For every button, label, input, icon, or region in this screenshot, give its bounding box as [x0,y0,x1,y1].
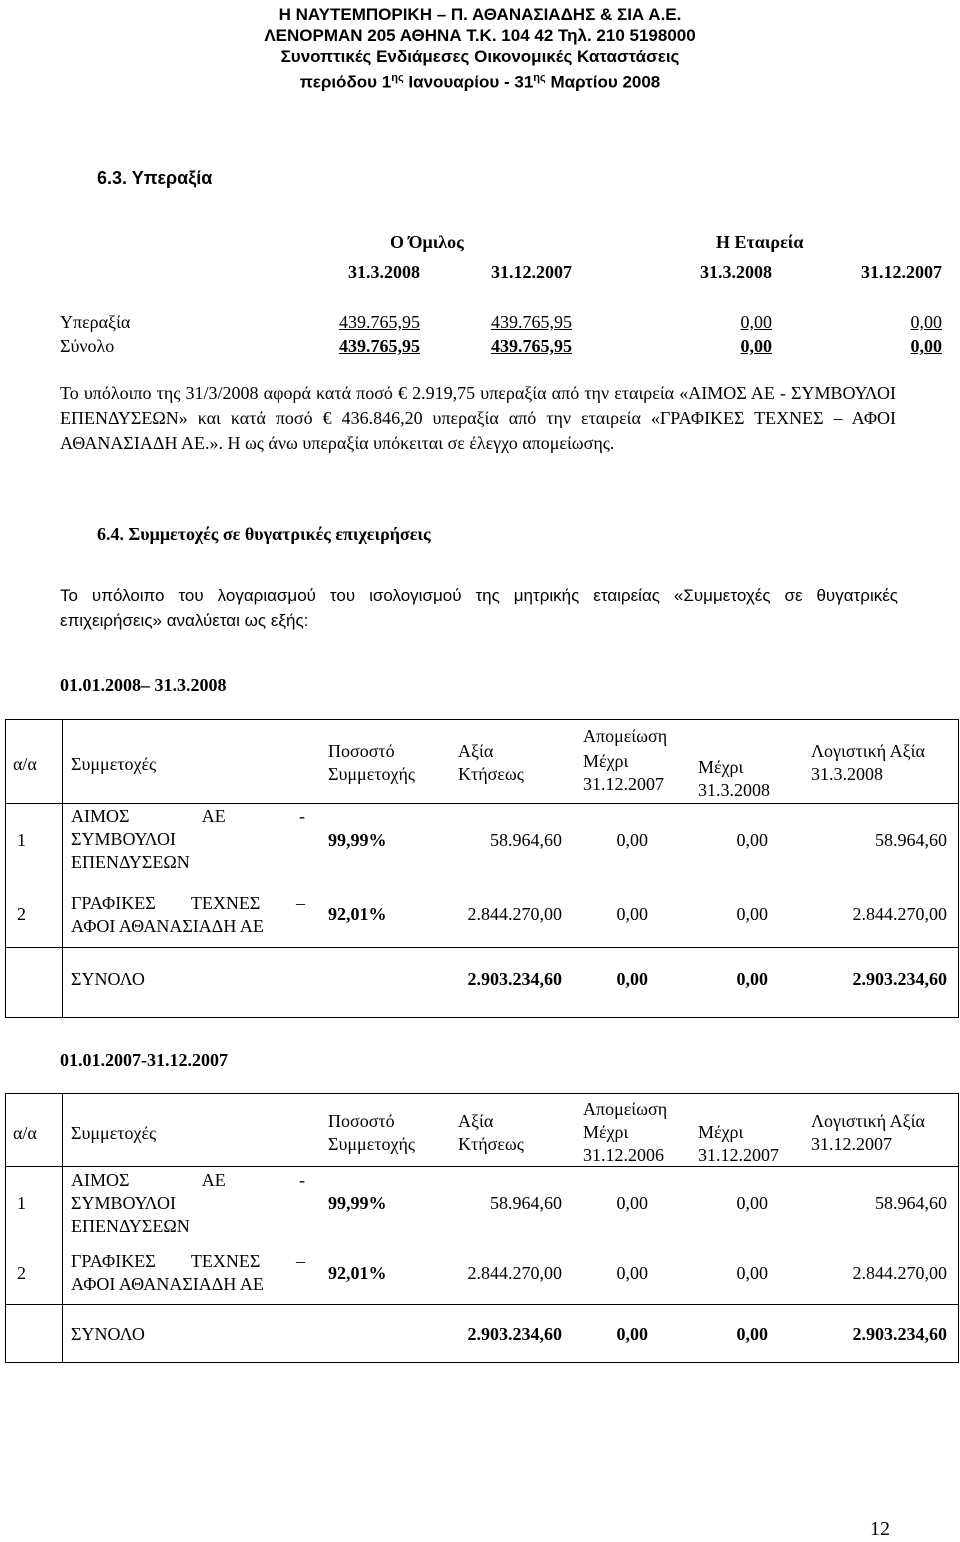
goodwill-total-label: Σύνολο [60,336,115,356]
goodwill-row-value: 439.765,95 [339,312,420,332]
company-label: Η Εταιρεία [716,232,804,252]
goodwill-date-col-4: 31.12.2007 [861,262,942,282]
goodwill-row-label: Υπεραξία [60,312,131,332]
page-number: 12 [870,1518,890,1540]
table1-header-book-value: Λογιστική Αξία [811,741,925,761]
table2-header-book-value-date: 31.12.2007 [811,1134,892,1154]
table1-header-participations: Συμμετοχές [71,754,157,774]
table-row-number: 2 [17,1263,26,1283]
table2-total-impairment: 0,00 [736,1324,768,1344]
section-title-subsidiaries: 6.4. Συμμετοχές σε θυγατρικές επιχειρήσεις [97,524,431,544]
table1-total-label: ΣΥΝΟΛΟ [71,969,145,989]
table-row-name: ΑΙΜΟΣ ΑΕ - [71,1170,305,1190]
table-row-impairment: 0,00 [736,904,768,924]
table-row-impairment: 0,00 [616,904,648,924]
goodwill-total-value: 439.765,95 [339,336,420,356]
table-row-impairment: 0,00 [616,830,648,850]
table-row-number: 1 [17,830,26,850]
goodwill-date-col-3: 31.3.2008 [700,262,772,282]
table2-header-cost: Αξία [458,1111,494,1131]
table-row-impairment: 0,00 [736,1263,768,1283]
table2-header-impairment-until-date: 31.12.2007 [698,1145,779,1165]
table1-header-percent: Ποσοστό [328,741,395,761]
goodwill-date-col-2: 31.12.2007 [491,262,572,282]
table-row-name: ΣΥΜΒΟΥΛΟΙ [71,829,176,849]
table1-header-percent: Συμμετοχής [328,764,416,784]
table-row-name: ΕΠΕΝΔΥΣΕΩΝ [71,852,190,872]
table-row-book-value: 2.844.270,00 [852,904,947,924]
table2-total-cost: 2.903.234,60 [467,1324,562,1344]
header-period: περιόδου $1^{\eta\varsigma}$ Ιανουαρίου - $31^{\eta\varsigma}$ Μαρτίου 2008 [299,72,661,92]
table1-period: 01.01.2008– 31.3.2008 [60,675,227,695]
table-row-cost: 2.844.270,00 [467,1263,562,1283]
table1-total-impairment: 0,00 [736,969,768,989]
table2-header-cost: Κτήσεως [458,1134,524,1154]
table-row-percent: 99,99% [328,1193,387,1213]
table-row-number: 2 [17,904,26,924]
table2-grid [5,1093,959,1363]
table-row-name: ΑΦΟΙ ΑΘΑΝΑΣΙΑΔΗ ΑΕ [71,1274,264,1294]
goodwill-paragraph: Το υπόλοιπο της 31/3/2008 αφορά κατά ποσό € 2.919,75 υπεραξία από την εταιρεία «ΑΙΜΟΣ ΑΕ - ΣΥΜΒΟΥΛΟΙ ΕΠΕΝΔΥΣΕΩΝ» και κατά ποσό € 436.846,20 υπεραξία από την εταιρεία «ΓΡΑΦΙΚΕΣ ΤΕΧΝΕΣ – ΑΦΟΙ ΑΘΑΝΑΣΙΑΔΗ ΑΕ.». Η ως άνω υπεραξία υπόκειται σε έλεγχο απομείωσης. [60,383,896,453]
table1-header-aa: α/α [13,754,37,774]
table-row-name: ΕΠΕΝΔΥΣΕΩΝ [71,1216,190,1236]
goodwill-total-value: 439.765,95 [491,336,572,356]
table-row-name: ΑΙΜΟΣ ΑΕ - [71,806,305,826]
table-row-cost: 2.844.270,00 [467,904,562,924]
table2-header-percent: Ποσοστό [328,1111,395,1131]
goodwill-date-col-1: 31.3.2008 [348,262,420,282]
table-row-number: 1 [17,1193,26,1213]
table-row-cost: 58.964,60 [490,1193,562,1213]
table1-total-cost: 2.903.234,60 [467,969,562,989]
table-row-name: ΑΦΟΙ ΑΘΑΝΑΣΙΑΔΗ ΑΕ [71,916,264,936]
goodwill-total-value: 0,00 [740,336,772,356]
table-row-book-value: 58.964,60 [875,1193,947,1213]
table1-total-book-value: 2.903.234,60 [852,969,947,989]
table-row-name: ΓΡΑΦΙΚΕΣ ΤΕΧΝΕΣ – [71,893,305,913]
table2-header-aa: α/α [13,1123,37,1143]
table2-header-impairment-until: Μέχρι [583,1122,629,1142]
section-title-goodwill: 6.3. Υπεραξία [97,168,213,188]
table1-header-book-value-date: 31.3.2008 [811,764,883,784]
header-report-title: Συνοπτικές Ενδιάμεσες Οικονομικές Καταστάσεις [280,47,680,66]
group-label: Ο Όμιλος [390,232,464,252]
table1-header-cost: Κτήσεως [458,764,524,784]
table-row-book-value: 2.844.270,00 [852,1263,947,1283]
table-row-percent: 99,99% [328,830,387,850]
table-row-impairment: 0,00 [616,1193,648,1213]
table-row-impairment: 0,00 [736,830,768,850]
table-row-book-value: 58.964,60 [875,830,947,850]
table2-header-impairment-until-date: 31.12.2006 [583,1145,664,1165]
table2-period: 01.01.2007-31.12.2007 [60,1050,228,1070]
table-row-impairment: 0,00 [736,1193,768,1213]
table2-total-impairment: 0,00 [616,1324,648,1344]
table1-header-impairment-until-date: 31.3.2008 [698,780,770,800]
table2-header-percent: Συμμετοχής [328,1134,416,1154]
table-row-percent: 92,01% [328,904,387,924]
goodwill-row-value: 0,00 [910,312,942,332]
table-row-cost: 58.964,60 [490,830,562,850]
table2-header-participations: Συμμετοχές [71,1123,157,1143]
table2-header-book-value: Λογιστική Αξία [811,1111,925,1131]
table1-header-impairment-until: Μέχρι [583,751,629,771]
header-address: ΛΕΝΟΡΜΑΝ 205 ΑΘΗΝΑ Τ.Κ. 104 42 Τηλ. 210 5198000 [264,26,696,45]
table1-header-cost: Αξία [458,741,494,761]
subsidiaries-paragraph: Το υπόλοιπο του λογαριασμού του ισολογισμού της μητρικής εταιρείας «Συμμετοχές σε θυγατρικές επιχειρήσεις» αναλύεται ως εξής: [60,586,898,630]
table2-total-book-value: 2.903.234,60 [852,1324,947,1344]
goodwill-row-value: 0,00 [740,312,772,332]
table-row-impairment: 0,00 [616,1263,648,1283]
table-row-percent: 92,01% [328,1263,387,1283]
goodwill-total-value: 0,00 [910,336,942,356]
table2-header-impairment: Απομείωση [583,1099,668,1119]
table1-total-impairment: 0,00 [616,969,648,989]
table-row-name: ΓΡΑΦΙΚΕΣ ΤΕΧΝΕΣ – [71,1251,305,1271]
table1-header-impairment-until: Μέχρι [698,757,744,777]
header-company: Η ΝΑΥΤΕΜΠΟΡΙΚΗ – Π. ΑΘΑΝΑΣΙΑΔΗΣ & ΣΙΑ Α.Ε. [278,5,682,24]
table1-header-impairment-until-date: 31.12.2007 [583,774,664,794]
table-row-name: ΣΥΜΒΟΥΛΟΙ [71,1193,176,1213]
table2-header-impairment-until: Μέχρι [698,1122,744,1142]
goodwill-row-value: 439.765,95 [491,312,572,332]
table2-total-label: ΣΥΝΟΛΟ [71,1324,145,1344]
table1-grid [5,719,959,1018]
table1-header-impairment: Απομείωση [583,726,668,746]
